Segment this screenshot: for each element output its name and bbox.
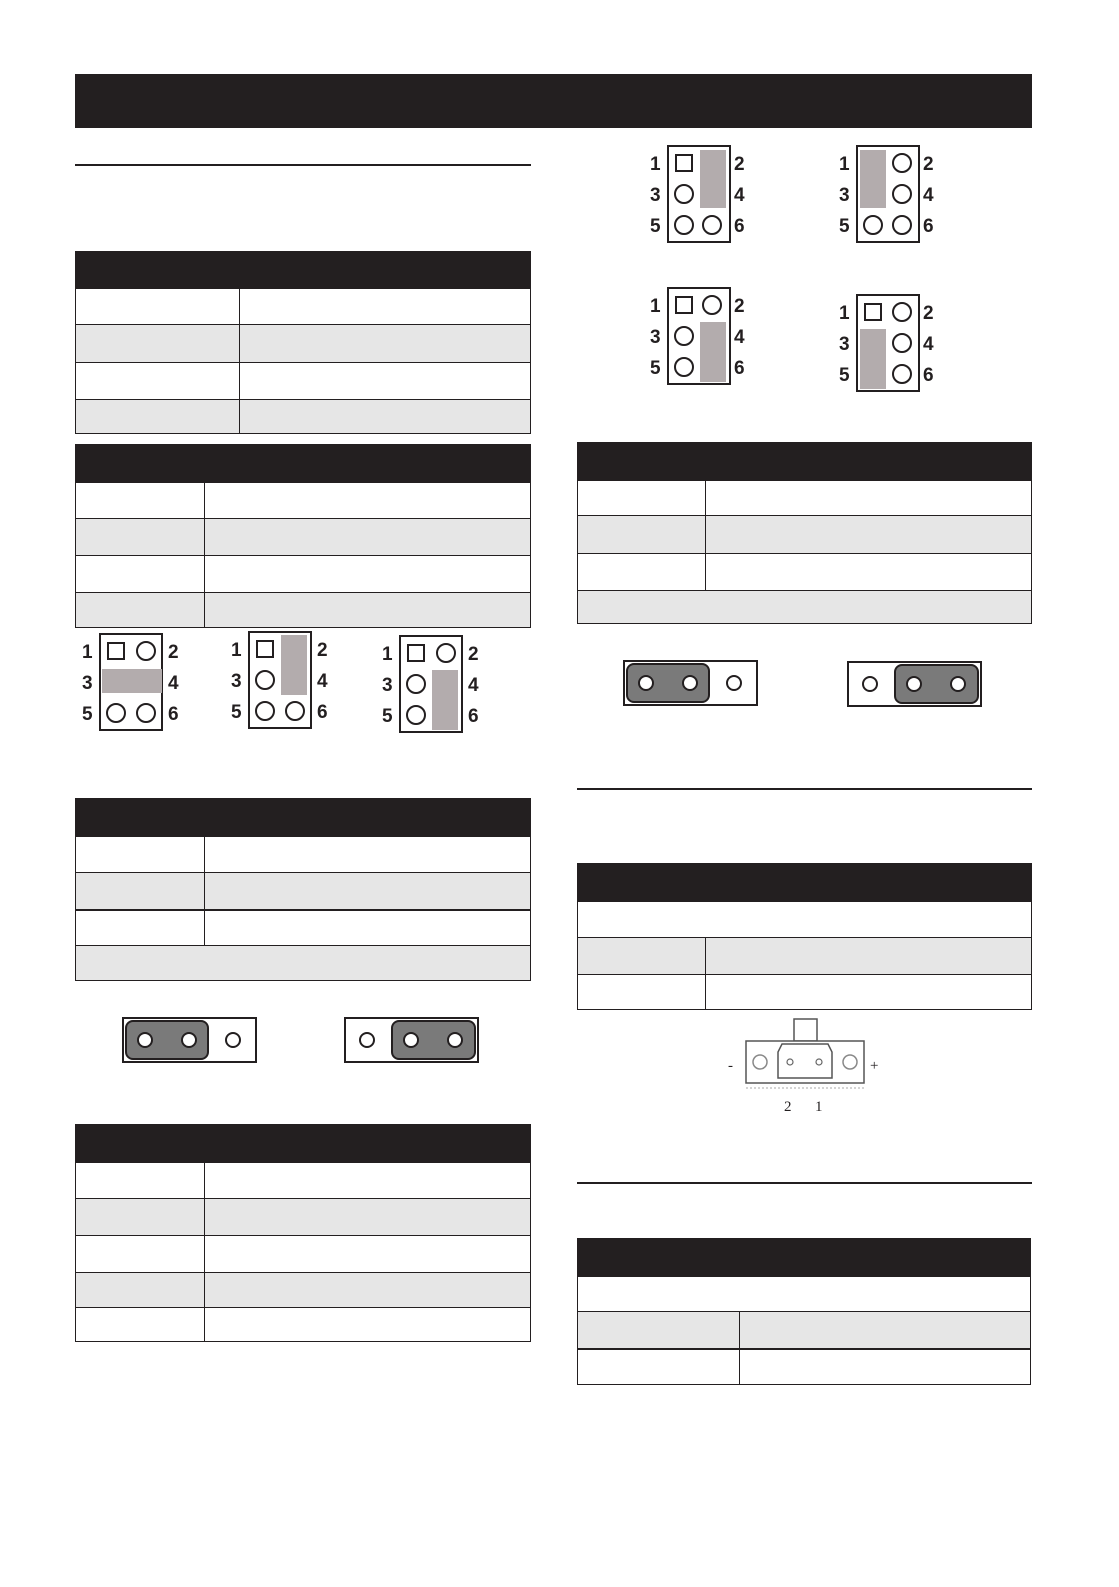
table-row [76,872,530,909]
table-row-merged [76,945,530,980]
pin-label: 2 [923,154,934,175]
table-row [76,1272,530,1307]
table-row [578,1348,1030,1384]
table-row [76,836,530,872]
pin-label: 4 [923,185,934,206]
table-2 [75,444,531,628]
jumper-diagram-3-5-right [835,293,945,395]
table-row [76,324,530,362]
pin-label: 2 [468,644,479,665]
pin-label: 2 [734,296,745,317]
jumper-3pin-1-2-right [622,659,759,707]
table-header [76,445,530,482]
table-7 [577,1238,1031,1385]
table-row [76,555,530,592]
pin-label: 2 [168,642,179,663]
connector-socket [778,1044,832,1078]
pin-2-label: 2 [784,1099,792,1115]
table-row [76,1235,530,1272]
table-row [76,399,530,433]
table-1 [75,251,531,434]
table-row [578,937,1031,974]
pin-label: 3 [650,327,661,348]
pin-label: 4 [734,327,745,348]
page-header-bar [75,74,1032,128]
pin-label: 2 [734,154,745,175]
pin [639,676,653,690]
jumper-diagram-4-6-right [646,286,756,388]
pin-label: 1 [839,303,850,324]
pin-label: 4 [168,673,179,694]
table-row [76,1307,530,1341]
pin-label: 6 [734,216,745,237]
pin-label: 2 [317,640,328,661]
pin-label: 2 [923,303,934,324]
jumper-cap [700,150,726,208]
table-header [578,864,1031,901]
pin-label: 4 [317,671,328,692]
pin [727,676,741,690]
pin [907,677,921,691]
pin-label: 5 [839,365,850,386]
table-row-merged [578,901,1031,937]
table-row [76,362,530,399]
jumper-3pin-2-3 [343,1016,480,1064]
pin-label: 3 [82,673,93,694]
pin-label: 5 [839,216,850,237]
connector-end-hole [753,1055,767,1069]
pin [404,1033,418,1047]
pin-label: 5 [231,702,242,723]
pin-label: 3 [839,334,850,355]
pin-label: 6 [923,365,934,386]
jumper-diagram-4-6 [378,634,488,736]
pin-label: 5 [382,706,393,727]
jumper-cap [860,150,886,208]
pin [182,1033,196,1047]
pin [138,1033,152,1047]
connector-pin-1 [816,1059,822,1065]
table-row-merged [578,590,1031,623]
jumper-cap [860,329,886,389]
connector-end-hole [843,1055,857,1069]
table-row [76,909,530,945]
pin-label: 6 [468,706,479,727]
pin [226,1033,240,1047]
pin-label: 4 [468,675,479,696]
table-6 [577,863,1032,1010]
jumper-cap [281,635,307,695]
jumper-cap [700,322,726,382]
jumper-diagram-2-4 [227,630,337,732]
jumper-3pin-1-2 [121,1016,258,1064]
pin-label: 6 [168,704,179,725]
table-row [76,482,530,518]
pin-label: 6 [734,358,745,379]
minus-label: - [728,1058,733,1074]
table-3 [75,798,531,981]
table-row [578,1311,1030,1348]
jumper-diagram-2-4-right [646,144,756,246]
pin-1-label: 1 [815,1099,823,1115]
pin [360,1033,374,1047]
connector-pin-2 [787,1059,793,1065]
pin-label: 3 [839,185,850,206]
pin-label: 3 [382,675,393,696]
table-row [578,974,1031,1009]
table-row [76,518,530,555]
pin [448,1033,462,1047]
jumper-diagram-3-4 [78,632,188,734]
pin-label: 1 [82,642,93,663]
pin-label: 5 [650,216,661,237]
pin-label: 6 [923,216,934,237]
table-row [76,1162,530,1198]
table-5 [577,442,1032,624]
jumper-cap [432,670,458,730]
table-header [578,443,1031,480]
pin [863,677,877,691]
connector-tab [794,1019,817,1041]
jumper-diagram-1-3-right [835,144,945,246]
table-4 [75,1124,531,1342]
jumper-cap [102,669,162,693]
pin [951,677,965,691]
table-row [578,553,1031,590]
table-header [76,799,530,836]
pin-label: 4 [734,185,745,206]
section-rule-right-2 [577,1182,1032,1184]
pin-label: 1 [650,296,661,317]
pin-label: 1 [231,640,242,661]
table-row [578,515,1031,553]
pin-label: 3 [231,671,242,692]
pin-label: 4 [923,334,934,355]
pin-label: 6 [317,702,328,723]
pin-label: 3 [650,185,661,206]
table-row-merged [578,1276,1030,1311]
table-row [76,592,530,627]
plus-label: + [870,1058,879,1074]
pin-label: 1 [382,644,393,665]
power-connector-diagram [724,1016,888,1116]
table-row [578,480,1031,515]
table-header [76,1125,530,1162]
pin-label: 1 [650,154,661,175]
section-rule-right-1 [577,788,1032,790]
pin-label: 1 [839,154,850,175]
table-header [578,1239,1030,1276]
table-header [76,252,530,288]
pin [683,676,697,690]
table-row [76,288,530,324]
section-rule-left [75,164,531,166]
table-row [76,1198,530,1235]
pin-label: 5 [650,358,661,379]
pin-label: 5 [82,704,93,725]
jumper-3pin-2-3-right [846,660,983,708]
